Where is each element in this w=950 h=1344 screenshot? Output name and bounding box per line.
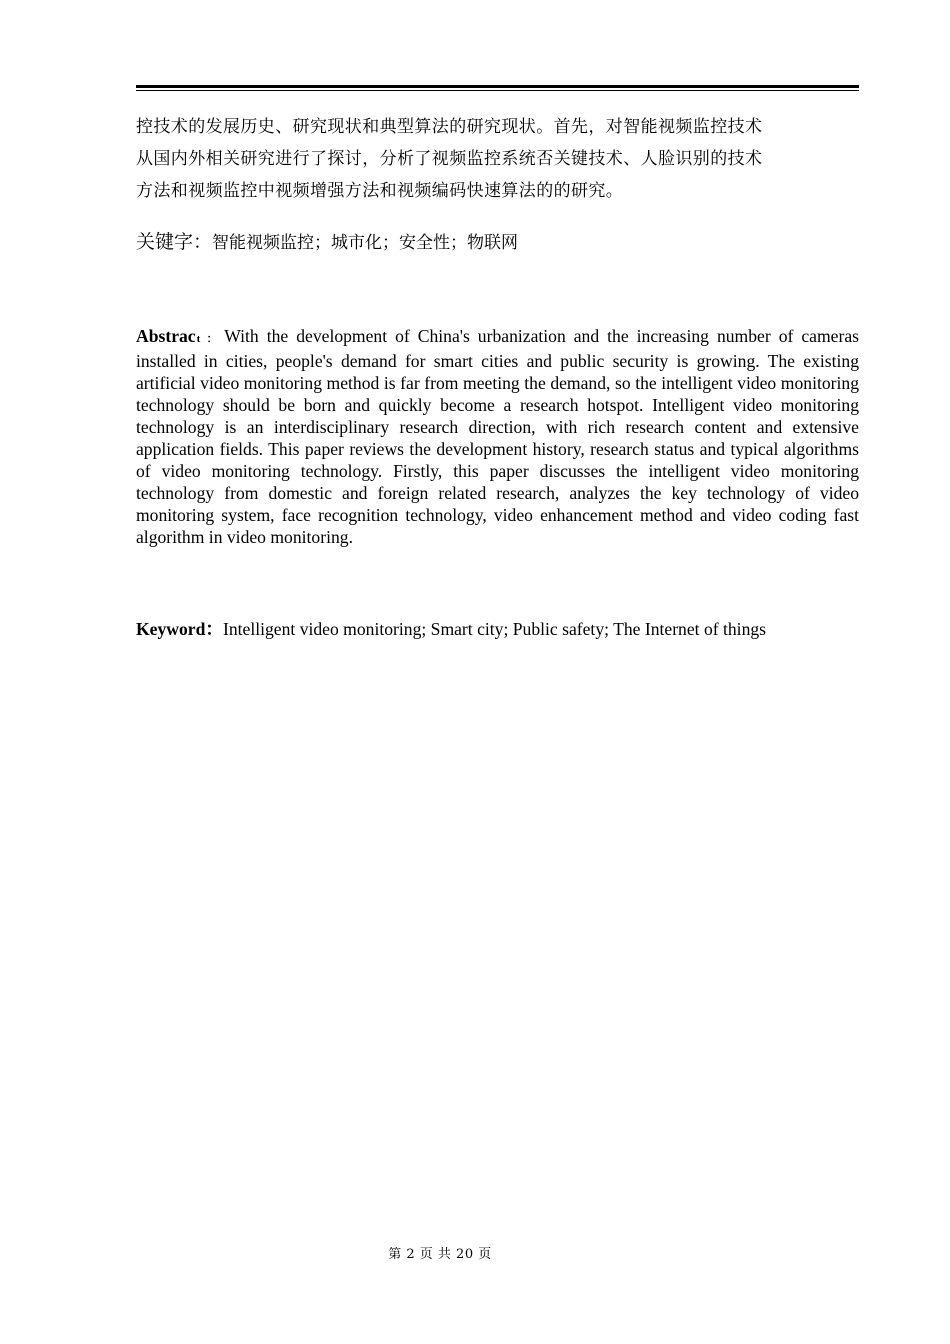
chinese-abstract-line: 从国内外相关研究进行了探讨，分析了视频监控系统否关键技术、人脸识别的技术 bbox=[136, 149, 763, 169]
chinese-abstract-line: 方法和视频监控中视频增强方法和视频编码快速算法的的研究。 bbox=[136, 181, 624, 201]
header-rule-thin bbox=[136, 90, 859, 91]
english-abstract bbox=[136, 325, 859, 548]
english-abstract-label: Abstrac bbox=[136, 326, 196, 346]
chinese-keywords bbox=[136, 226, 859, 259]
chinese-abstract-line: 控技术的发展历史、研究现状和典型算法的研究现状。首先，对智能视频监控技术 bbox=[136, 117, 763, 137]
chinese-keywords-value: 智能视频监控；城市化；安全性；物联网 bbox=[212, 233, 519, 253]
english-abstract-label-tail: t ： bbox=[196, 333, 222, 345]
english-keywords-label: Keyword： bbox=[136, 619, 223, 639]
english-keywords bbox=[136, 618, 859, 640]
page-number-footer: 第 2 页 共 20 页 bbox=[388, 1247, 492, 1262]
english-abstract-text: With the development of China's urbanization and the increasing number of cameras installed in cities, people's demand for smart cities and public security is growing. The existing artificial video monitoring method is far from meeting the demand, so the intelligent video monitoring technology should be born and quickly become a research hotspot. Intelligent video monitoring technology is an interdisciplinary research direction, with rich research content and extensive application fields. This paper reviews the development history, research status and typical algorithms of video monitoring technology. Firstly, this paper discusses the intelligent video monitoring technology from domestic and foreign related research, analyzes the key technology of video monitoring system, face recognition technology, video enhancement method and video coding fast algorithm in video monitoring. bbox=[136, 326, 859, 547]
english-keywords-value: Intelligent video monitoring; Smart city; Public safety; The Internet of things bbox=[222, 619, 767, 639]
chinese-keywords-label: 关键字： bbox=[136, 231, 213, 253]
header-rule bbox=[136, 85, 859, 88]
chinese-abstract bbox=[136, 111, 859, 207]
